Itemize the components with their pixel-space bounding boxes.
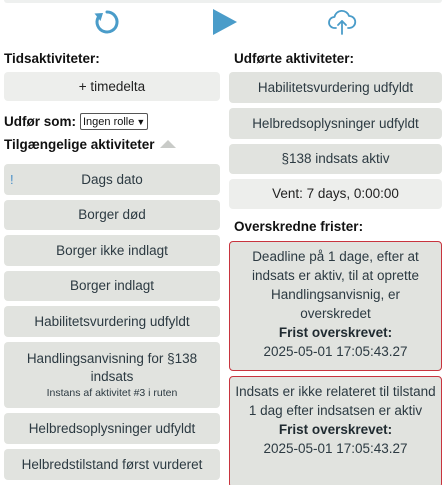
- activity-label: Borger død: [78, 207, 146, 222]
- wait-indicator: Vent: 7 days, 0:00:00: [229, 179, 442, 209]
- activity-label: Handlingsanvisning for §138 indsats: [26, 351, 198, 384]
- play-icon[interactable]: [210, 7, 238, 37]
- available-activities-title: Tilgængelige aktiviteter: [4, 137, 155, 152]
- overdue-heading: Overskredne frister:: [234, 219, 364, 234]
- available-activities-heading: [4, 137, 176, 152]
- activity-button-dags-dato[interactable]: [4, 164, 220, 195]
- activity-button-borger-indlagt[interactable]: [4, 271, 220, 301]
- activity-label: Borger indlagt: [69, 278, 155, 293]
- activity-label: Habilitetsvurdering udfyldt: [34, 313, 190, 329]
- overdue-date: 2025-05-01 17:05:43.27: [263, 441, 408, 456]
- overdue-card: [229, 376, 442, 485]
- overdue-date: 2025-05-01 17:05:43.27: [263, 344, 408, 359]
- activity-button-handlingsanvisning[interactable]: [4, 342, 220, 408]
- refresh-icon[interactable]: [92, 7, 122, 37]
- activity-button-borger-ikke-indlagt[interactable]: [4, 235, 220, 266]
- done-activity-138-indsats[interactable]: [229, 144, 442, 174]
- activity-sublabel: Instans af aktivitet #3 i ruten: [46, 387, 178, 399]
- chevron-down-icon: ▼: [136, 116, 146, 127]
- overdue-label: Frist overskrevet:: [278, 422, 393, 437]
- overdue-text: Indsats er ikke relateret til tilstand 1 dag efter indsatsen er aktiv: [235, 384, 436, 418]
- cloud-upload-icon[interactable]: [327, 7, 357, 37]
- timedelta-button[interactable]: + timedelta: [4, 72, 220, 101]
- role-select[interactable]: [80, 113, 148, 130]
- activity-label: Helbredsoplysninger udfyldt: [28, 420, 196, 436]
- collapse-triangle-icon[interactable]: [160, 140, 176, 148]
- overdue-text: Deadline på 1 dage, efter at indsats er aktiv, til at oprette Handlingsanvisnig, er overskredet: [251, 249, 420, 321]
- activity-label: Borger ikke indlagt: [56, 242, 168, 258]
- done-activity-habilitetsvurdering[interactable]: [229, 72, 442, 103]
- done-activities-heading: Udførte aktiviteter:: [234, 51, 355, 66]
- time-activities-heading: Tidsaktiviteter:: [4, 51, 100, 66]
- activity-label: Dags dato: [81, 171, 143, 187]
- done-activity-label: Habilitetsvurdering udfyldt: [257, 79, 414, 95]
- done-activity-label: Helbredsoplysninger udfyldt: [252, 115, 419, 131]
- done-activity-label: §138 indsats aktiv: [281, 151, 390, 166]
- activity-button-habilitetsvurdering[interactable]: [4, 306, 220, 337]
- role-row: [4, 113, 148, 130]
- activity-button-borger-doed[interactable]: [4, 200, 220, 230]
- role-label: Udfør som:: [4, 114, 76, 129]
- toolbar: [0, 0, 445, 44]
- activity-button-helbredsoplysninger[interactable]: [4, 413, 220, 444]
- role-select-value: Ingen rolle: [83, 115, 135, 128]
- exclamation-icon: !: [10, 171, 14, 187]
- activity-label: Helbredstilstand først vurderet: [21, 456, 203, 472]
- overdue-label: Frist overskrevet:: [278, 325, 393, 340]
- done-activity-helbredsoplysninger[interactable]: [229, 108, 442, 139]
- overdue-card: [229, 241, 442, 371]
- activity-button-helbredstilstand[interactable]: [4, 449, 220, 480]
